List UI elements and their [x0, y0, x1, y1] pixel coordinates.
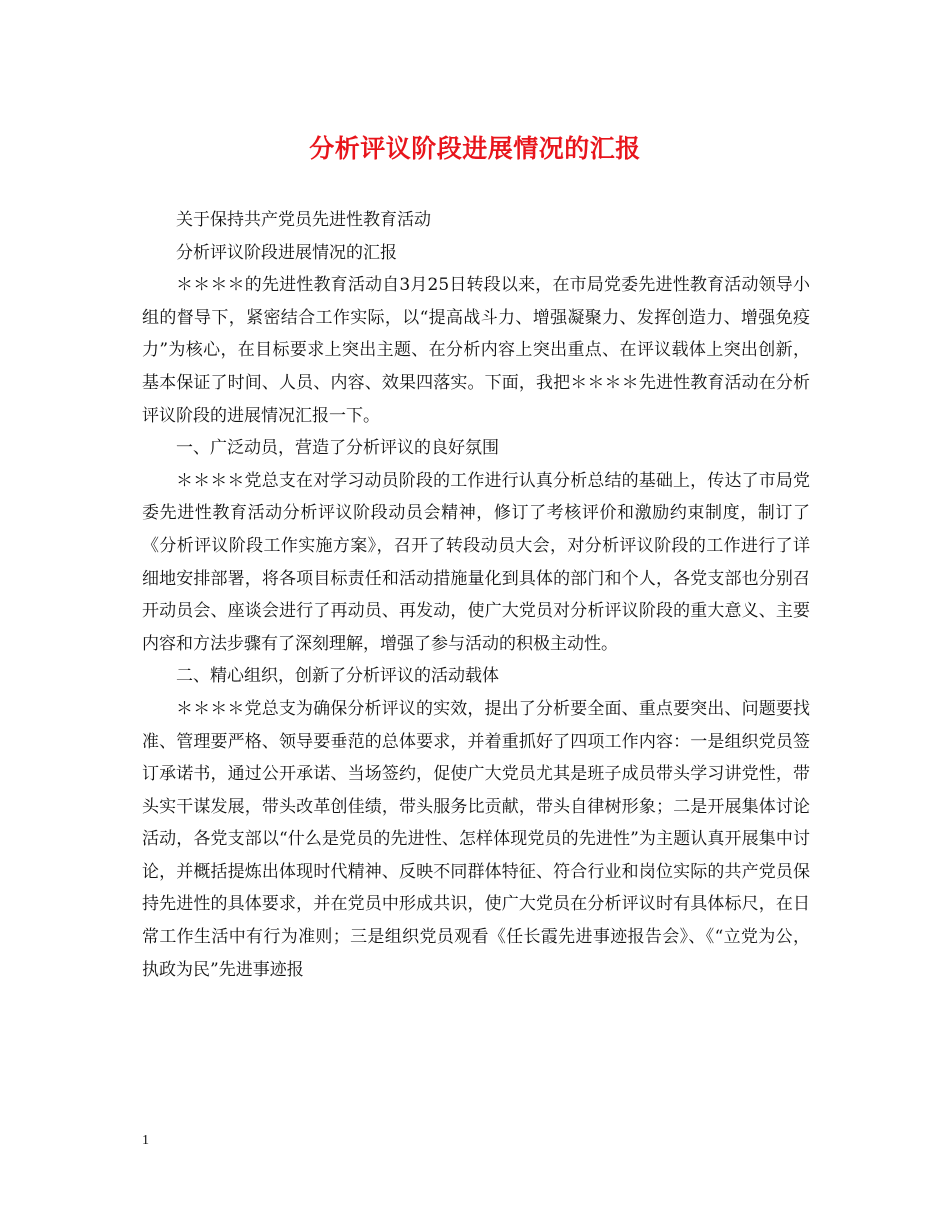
- subtitle-line-2: 分析评议阶段进展情况的汇报: [176, 242, 397, 263]
- section-heading-1: 一、广泛动员，营造了分析评议的良好氛围: [176, 438, 499, 459]
- intro-paragraph: ＊＊＊＊的先进性教育活动自3月25日转段以来，在市局党委先进性教育活动领导小组的督导下，紧密结合工作实际，以“提高战斗力、增强凝聚力、发挥创造力、增强免疫力”为核心，在目标要求上突出主题、在分析内容上突出重点、在评议载体上突出创新，基本保证了时间、人员、内容、效果四落实。下面，我把＊＊＊＊先进性教育活动在分析评议阶段的进展情况汇报一下。: [142, 275, 810, 426]
- subtitle-line-1: 关于保持共产党员先进性教育活动: [176, 210, 431, 230]
- page-number: 1: [142, 1133, 149, 1148]
- section-1-paragraph: ＊＊＊＊党总支在对学习动员阶段的工作进行认真分析总结的基础上，传达了市局党委先进性教育活动分析评议阶段动员会精神，修订了考核评价和激励约束制度，制订了《分析评议阶段工作实施方案》，召开了转段动员大会，对分析评议阶段的工作进行了详细地安排部署，将各项目标责任和活动措施量化到具体的部门和个人，各党支部也分别召开动员会、座谈会进行了再动员、再发动，使广大党员对分析评议阶段的重大意义、主要内容和方法步骤有了深刻理解，增强了参与活动的积极主动性。: [142, 470, 810, 654]
- section-2-paragraph: ＊＊＊＊党总支为确保分析评议的实效，提出了分析要全面、重点要突出、问题要找准、管理要严格、领导要垂范的总体要求，并着重抓好了四项工作内容：一是组织党员签订承诺书，通过公开承诺、当场签约，促使广大党员尤其是班子成员带头学习讲党性，带头实干谋发展，带头改革创佳绩，带头服务比贡献，带头自律树形象；二是开展集体讨论活动，各党支部以“什么是党员的先进性、怎样体现党员的先进性”为主题认真开展集中讨论，并概括提炼出体现时代精神、反映不同群体特征、符合行业和岗位实际的共产党员保持先进性的具体要求，并在党员中形成共识，使广大党员在分析评议时有具体标尺，在日常工作生活中有行为准则；三是组织党员观看《任长霞先进事迹报告会》、《“立党为公，执政为民”先进事迹报: [142, 698, 810, 980]
- document-body: [142, 204, 810, 986]
- section-heading-2: 二、精心组织，创新了分析评议的活动载体: [176, 666, 499, 687]
- document-title: 分析评议阶段进展情况的汇报: [309, 134, 641, 163]
